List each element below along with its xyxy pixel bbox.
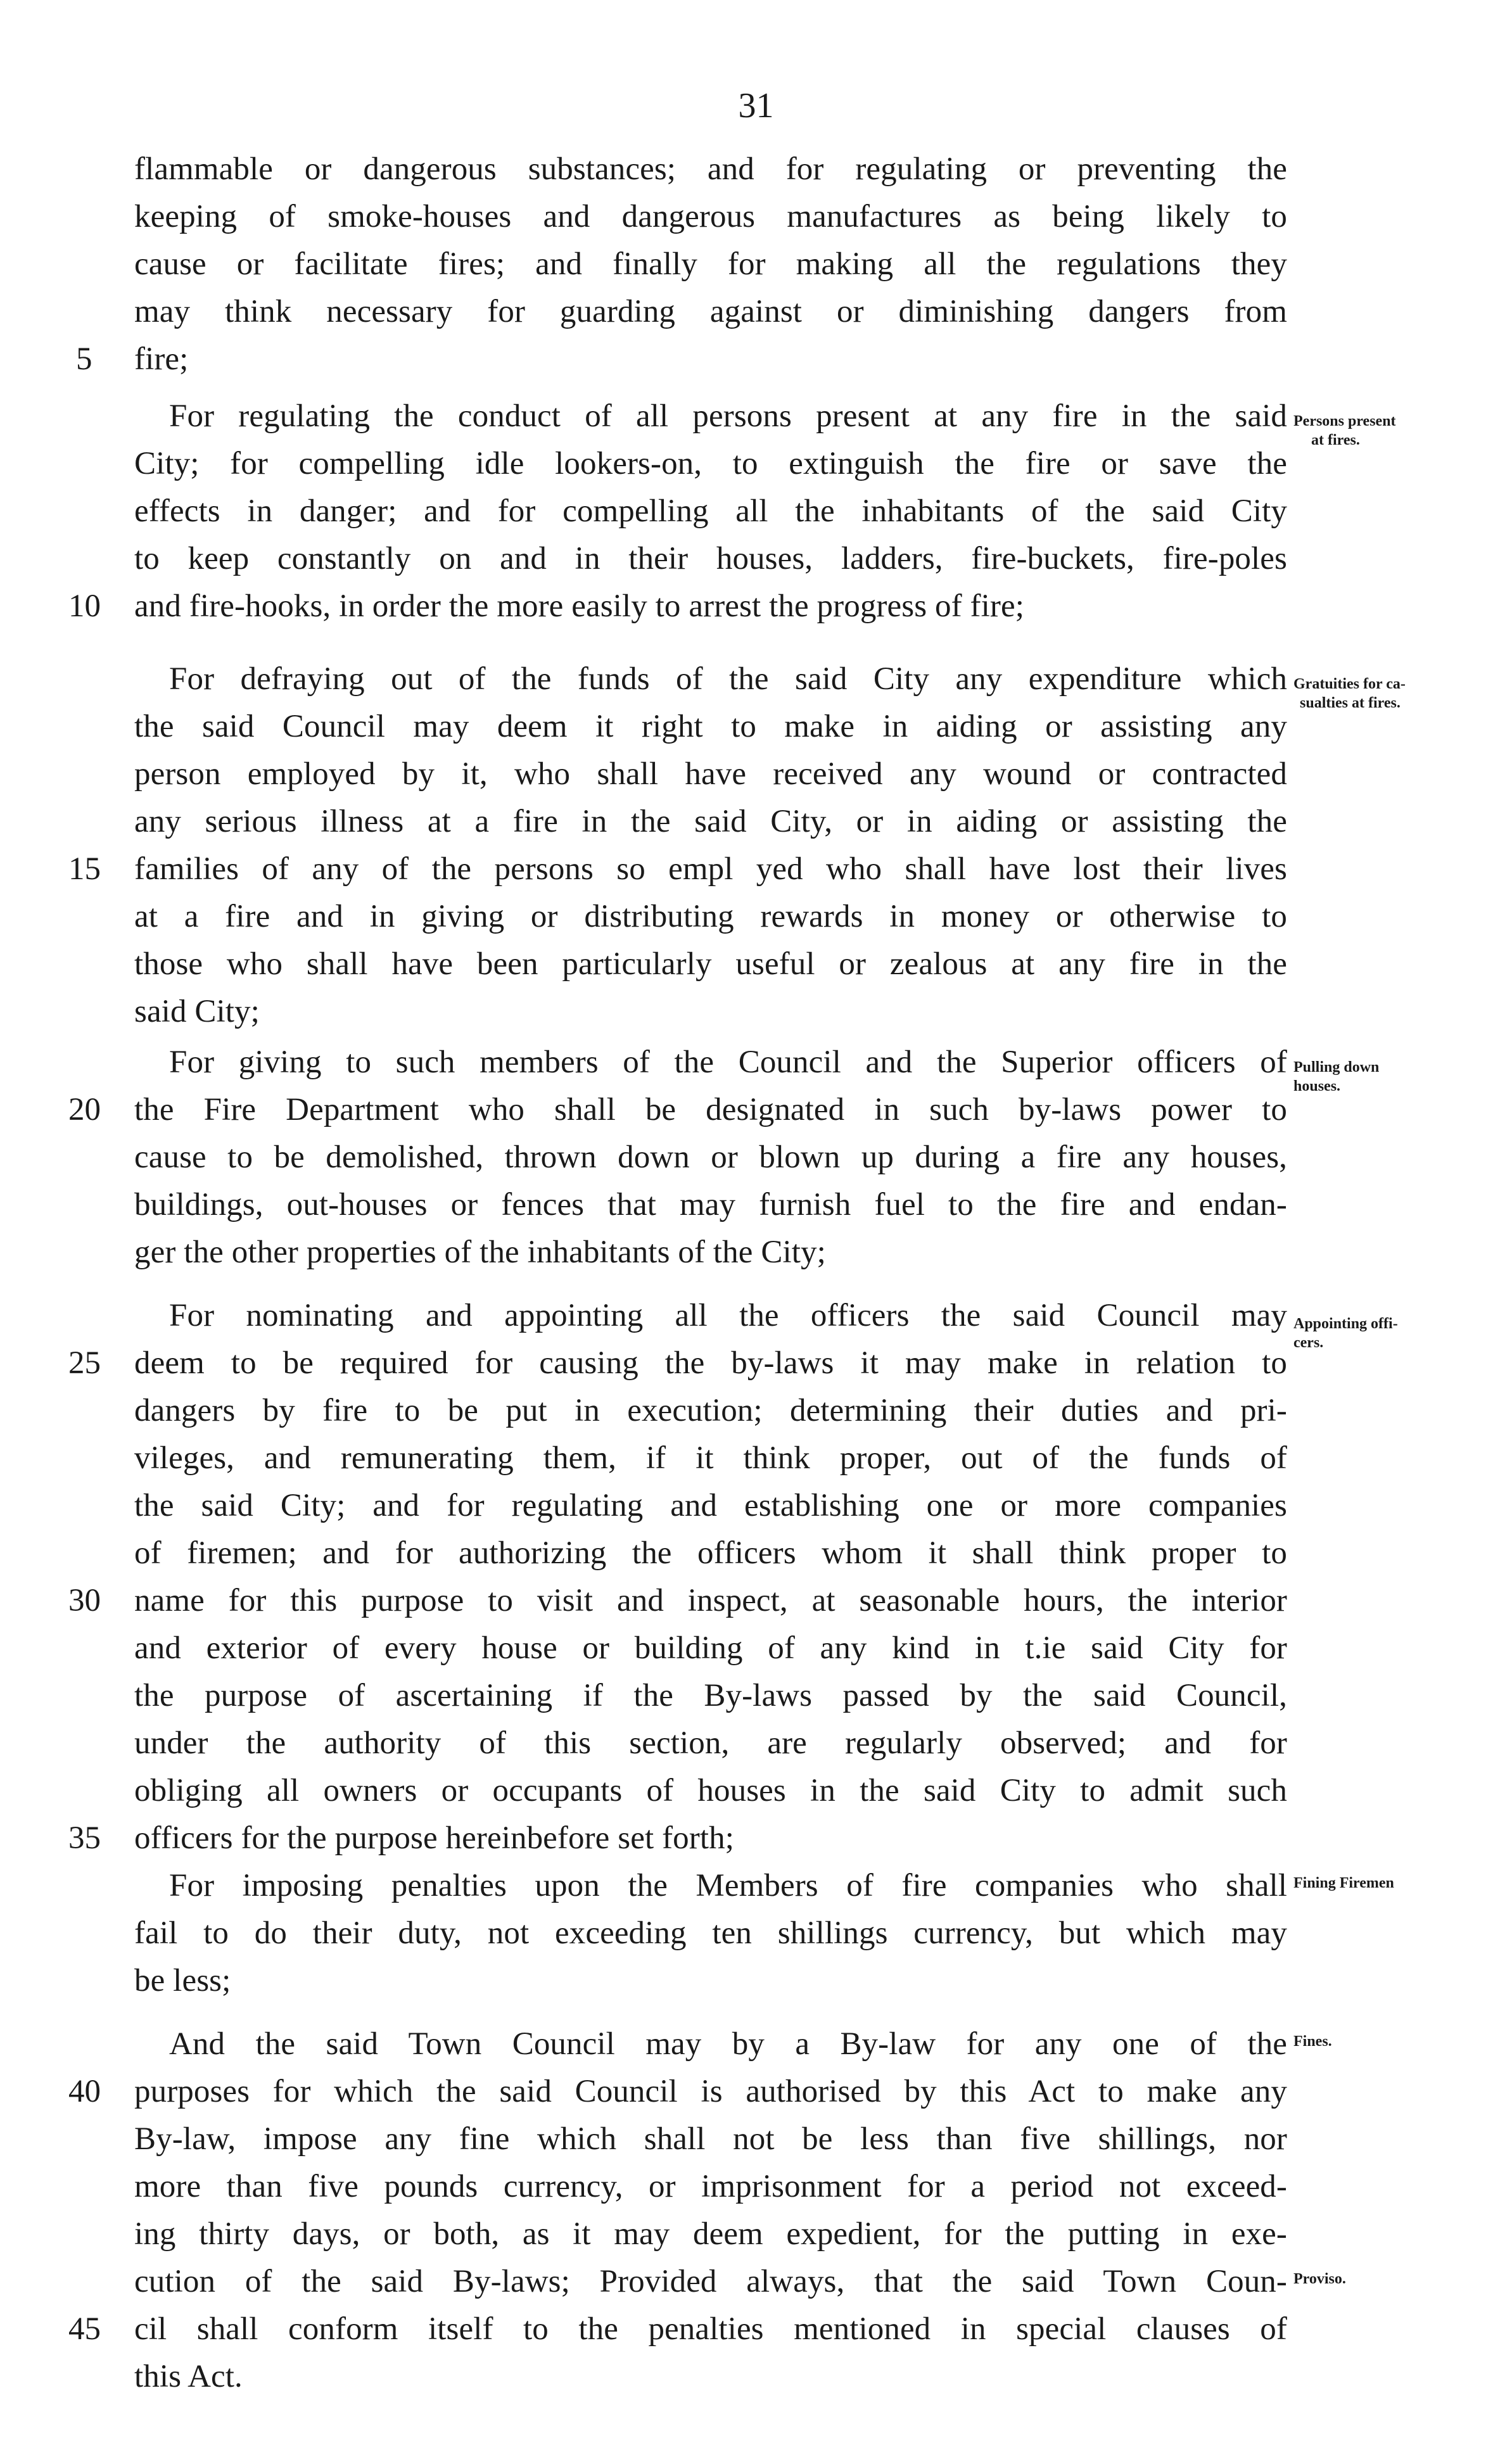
margin-note-line: Fines. (1293, 2033, 1332, 2050)
text-line: name for this purpose to visit and inspect, at seasonable hours, the interior (134, 1583, 1287, 1618)
text-line: of firemen; and for authorizing the officers whom it shall think proper to (134, 1535, 1287, 1571)
text-line: effects in danger; and for compelling all the inhabitants of the said City (134, 493, 1287, 529)
margin-note-pulling-down (1293, 1058, 1496, 1096)
margin-note-line: Gratuities for ca- (1293, 676, 1406, 692)
text-line: For giving to such members of the Council and the Superior officers of (169, 1044, 1287, 1080)
text-line: ger the other properties of the inhabitants of the City; (134, 1235, 826, 1270)
margin-note-line: sualties at fires. (1300, 695, 1401, 711)
text-line: officers for the purpose hereinbefore set forth; (134, 1820, 734, 1856)
text-line: any serious illness at a fire in the said City, or in aiding or assisting the (134, 804, 1287, 839)
margin-note-fines (1293, 2032, 1496, 2051)
text-line: keeping of smoke-houses and dangerous manufactures as being likely to (134, 199, 1287, 234)
text-line: ing thirty days, or both, as it may deem expedient, for the putting in exe- (134, 2216, 1287, 2252)
text-line: buildings, out-houses or fences that may furnish fuel to the fire and endan- (134, 1187, 1287, 1222)
text-line: fire; (134, 341, 189, 377)
margin-note-line: Proviso. (1293, 2271, 1346, 2287)
margin-note-line: Pulling down (1293, 1059, 1380, 1076)
text-line: at a fire and in giving or distributing rewards in money or otherwise to (134, 899, 1287, 934)
line-number: 20 (68, 1092, 101, 1127)
margin-note-line: at fires. (1311, 432, 1360, 448)
margin-note-line: cers. (1293, 1335, 1324, 1351)
text-line: flammable or dangerous substances; and for regulating or preventing the (134, 151, 1287, 187)
text-line: said City; (134, 994, 260, 1029)
page-number: 31 (738, 86, 774, 125)
text-line: By-law, impose any fine which shall not be less than five shillings, nor (134, 2121, 1287, 2157)
margin-note-gratuities (1293, 675, 1496, 713)
line-number: 35 (68, 1820, 101, 1856)
margin-note-proviso (1293, 2270, 1496, 2289)
text-line: And the said Town Council may by a By-law for any one of the (169, 2026, 1287, 2062)
text-line: the said Council may deem it right to make in aiding or assisting any (134, 709, 1287, 744)
text-line: For imposing penalties upon the Members of fire companies who shall (169, 1868, 1287, 1903)
margin-note-line: Appointing offi- (1293, 1316, 1398, 1332)
margin-note-line: houses. (1293, 1078, 1341, 1095)
line-number: 45 (68, 2311, 101, 2347)
text-line: families of any of the persons so empl yed who shall have lost their lives (134, 851, 1287, 887)
text-line: those who shall have been particularly useful or zealous at any fire in the (134, 946, 1287, 982)
text-line: cution of the said By-laws; Provided always, that the said Town Coun- (134, 2264, 1287, 2299)
margin-note-line: Persons present (1293, 413, 1396, 429)
text-line: under the authority of this section, are regularly observed; and for (134, 1725, 1287, 1761)
text-line: cause to be demolished, thrown down or blown up during a fire any houses, (134, 1140, 1287, 1175)
text-line: For nominating and appointing all the officers the said Council may (169, 1298, 1287, 1333)
margin-note-persons-present (1293, 412, 1496, 450)
text-line: more than five pounds currency, or imprisonment for a period not exceed- (134, 2169, 1287, 2204)
text-line: dangers by fire to be put in execution; determining their duties and pri- (134, 1393, 1287, 1428)
text-line: City; for compelling idle lookers-on, to extinguish the fire or save the (134, 446, 1287, 481)
text-line: to keep constantly on and in their houses, ladders, fire-buckets, fire-poles (134, 541, 1287, 576)
text-line: the purpose of ascertaining if the By-laws passed by the said Council, (134, 1678, 1287, 1713)
line-number: 5 (76, 341, 92, 377)
margin-note-line: Fining Firemen (1293, 1875, 1394, 1891)
text-line: this Act. (134, 2359, 243, 2394)
text-line: For regulating the conduct of all persons present at any fire in the said (169, 398, 1287, 434)
text-line: be less; (134, 1963, 231, 1998)
text-line: and exterior of every house or building of any kind in t.ie said City for (134, 1630, 1287, 1666)
line-number: 10 (68, 588, 101, 624)
text-line: may think necessary for guarding against or diminishing dangers from (134, 294, 1287, 329)
text-line: deem to be required for causing the by-laws it may make in relation to (134, 1345, 1287, 1381)
margin-note-appointing-officers (1293, 1314, 1496, 1352)
line-number: 25 (68, 1345, 101, 1381)
text-line: For defraying out of the funds of the said City any expenditure which (169, 661, 1287, 697)
text-line: and fire-hooks, in order the more easily to arrest the progress of fire; (134, 588, 1024, 624)
text-line: cause or facilitate fires; and finally for making all the regulations they (134, 246, 1287, 282)
text-line: cil shall conform itself to the penalties mentioned in special clauses of (134, 2311, 1287, 2347)
line-number: 30 (68, 1583, 101, 1618)
text-line: the Fire Department who shall be designated in such by-laws power to (134, 1092, 1287, 1127)
text-line: vileges, and remunerating them, if it think proper, out of the funds of (134, 1440, 1287, 1476)
margin-note-fining-firemen (1293, 1874, 1496, 1893)
line-number: 40 (68, 2074, 101, 2109)
text-line: purposes for which the said Council is authorised by this Act to make any (134, 2074, 1287, 2109)
text-line: obliging all owners or occupants of houses in the said City to admit such (134, 1773, 1287, 1808)
line-number: 15 (68, 851, 101, 887)
text-line: person employed by it, who shall have received any wound or contracted (134, 756, 1287, 792)
text-line: the said City; and for regulating and establishing one or more companies (134, 1488, 1287, 1523)
text-line: fail to do their duty, not exceeding ten shillings currency, but which may (134, 1915, 1287, 1951)
